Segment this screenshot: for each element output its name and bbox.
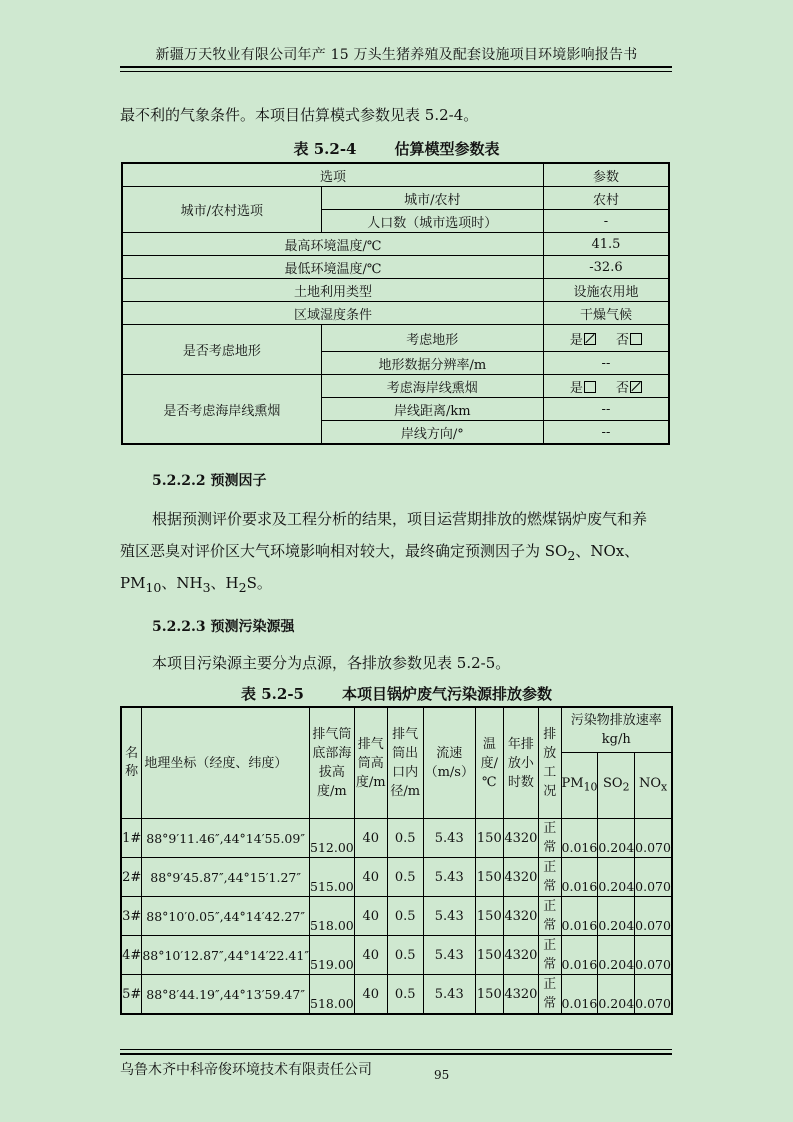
option-label: 是 — [569, 380, 583, 396]
cell-velocity: 5.43 — [423, 936, 475, 975]
cell-nox: 0.070 — [635, 975, 672, 1015]
table1-caption-number: 表 5.2-4 — [293, 140, 357, 158]
subscript: 2 — [622, 780, 630, 794]
section-heading-sources: 5.2.2.3 预测污染源强 — [152, 619, 295, 635]
header-condition: 排放工况 — [539, 707, 561, 819]
cell-hours: 4320 — [503, 975, 538, 1015]
header-stack-height: 排气筒高度/m — [354, 707, 387, 819]
cell-hours: 4320 — [503, 819, 538, 858]
header-name: 名称 — [121, 707, 142, 819]
header-stack-diameter: 排气筒出口内径/m — [387, 707, 423, 819]
cell-condition: 正常 — [539, 858, 561, 897]
cell-so2: 0.204 — [598, 975, 635, 1015]
cell-hours: 4320 — [503, 936, 538, 975]
row-value: 农村 — [543, 187, 669, 210]
cell-height: 40 — [354, 819, 387, 858]
row-value: -- — [543, 421, 669, 445]
table2-body — [121, 819, 672, 1015]
cell-hours: 4320 — [503, 897, 538, 936]
table-row — [122, 302, 669, 325]
subscript: 3 — [202, 580, 211, 595]
cell-diameter: 0.5 — [387, 819, 423, 858]
header-coords: 地理坐标（经度、纬度） — [142, 707, 310, 819]
cell-nox: 0.070 — [635, 936, 672, 975]
cell-nox: 0.070 — [635, 819, 672, 858]
option-label: 否 — [615, 332, 629, 348]
row-value: -- — [543, 398, 669, 421]
cell-elevation: 515.00 — [310, 858, 355, 897]
cell-height: 40 — [354, 975, 387, 1015]
header-velocity: 流速（m/s） — [423, 707, 475, 819]
table-row — [122, 325, 669, 352]
text-run: SO — [603, 776, 623, 792]
intro-paragraph: 最不利的气象条件。本项目估算模式参数见表 5.2-4。 — [120, 106, 479, 124]
row-value: 设施农用地 — [543, 279, 669, 302]
factors-paragraph-line1: 根据预测评价要求及工程分析的结果，项目运营期排放的燃煤锅炉废气和养 — [152, 510, 648, 528]
row-label: 城市/农村 — [321, 187, 543, 210]
cell-diameter: 0.5 — [387, 858, 423, 897]
row-label: 人口数（城市选项时） — [321, 210, 543, 233]
cell-name: 1# — [121, 819, 142, 858]
cell-diameter: 0.5 — [387, 936, 423, 975]
header-pm10 — [561, 753, 598, 819]
factors-paragraph-line3 — [120, 568, 272, 603]
subscript: 10 — [583, 780, 598, 794]
table-row — [121, 819, 672, 858]
cell-temperature: 150 — [475, 819, 503, 858]
cell-elevation: 519.00 — [310, 936, 355, 975]
header-elevation: 排气筒底部海拔高度/m — [310, 707, 355, 819]
text-run: S。 — [246, 574, 272, 592]
cell-name: 5# — [121, 975, 142, 1015]
cell-velocity: 5.43 — [423, 819, 475, 858]
subscript: 2 — [238, 580, 247, 595]
cell-pm10: 0.016 — [561, 936, 598, 975]
coast-options — [543, 375, 669, 398]
table-row — [122, 279, 669, 302]
table2-caption — [0, 683, 793, 704]
row-label: 岸线距离/km — [321, 398, 543, 421]
cell-height: 40 — [354, 897, 387, 936]
text-run: 、NH — [161, 574, 203, 592]
cell-coords: 88°9′11.46″,44°14′55.09″ — [142, 819, 310, 858]
table1-caption-title: 估算模型参数表 — [394, 140, 500, 158]
section-heading-factors: 5.2.2.2 预测因子 — [152, 473, 267, 489]
option-label: 否 — [615, 380, 629, 396]
cell-condition: 正常 — [539, 936, 561, 975]
table-header-row — [122, 163, 669, 187]
cell-coords: 88°10′12.87″,44°14′22.41″ — [142, 936, 310, 975]
row-label: 区域湿度条件 — [122, 302, 543, 325]
cell-hours: 4320 — [503, 858, 538, 897]
subscript: 2 — [567, 548, 576, 563]
text-run: NO — [639, 776, 662, 792]
group-coastline: 是否考虑海岸线熏烟 — [122, 375, 321, 445]
table2-caption-number: 表 5.2-5 — [241, 685, 304, 703]
cell-coords: 88°9′45.87″,44°15′1.27″ — [142, 858, 310, 897]
cell-pm10: 0.016 — [561, 975, 598, 1015]
cell-elevation: 512.00 — [310, 819, 355, 858]
footer-rule-thin — [120, 1049, 672, 1050]
table-row — [122, 187, 669, 210]
cell-nox: 0.070 — [635, 897, 672, 936]
row-value: 41.5 — [543, 233, 669, 256]
row-label: 地形数据分辨率/m — [321, 352, 543, 375]
factors-paragraph-line2 — [120, 536, 639, 571]
cell-so2: 0.204 — [598, 858, 635, 897]
header-nox — [635, 753, 672, 819]
checkbox-coast-no — [630, 381, 642, 393]
text-run: 殖区恶臭对评价区大气环境影响相对较大，最终确定预测因子为 SO — [120, 542, 568, 560]
table1-caption — [0, 138, 793, 159]
cell-temperature: 150 — [475, 897, 503, 936]
table-header-row — [121, 707, 672, 753]
sources-paragraph: 本项目污染源主要分为点源，各排放参数见表 5.2-5。 — [152, 654, 511, 672]
cell-velocity: 5.43 — [423, 858, 475, 897]
table-row — [121, 936, 672, 975]
group-city-rural: 城市/农村选项 — [122, 187, 321, 233]
cell-pm10: 0.016 — [561, 858, 598, 897]
table-row — [122, 256, 669, 279]
option-label: 是 — [569, 332, 583, 348]
header-option: 选项 — [122, 163, 543, 187]
header-rule-thin — [120, 71, 672, 72]
cell-condition: 正常 — [539, 897, 561, 936]
text-run: 、NOx、 — [575, 542, 640, 560]
table-row — [122, 233, 669, 256]
boiler-emission-parameters-table — [120, 706, 673, 1015]
table-row — [121, 858, 672, 897]
header-annual-hours: 年排放小时数 — [503, 707, 538, 819]
group-terrain: 是否考虑地形 — [122, 325, 321, 375]
header-so2 — [598, 753, 635, 819]
cell-temperature: 150 — [475, 975, 503, 1015]
table-row — [122, 375, 669, 398]
row-label: 考虑地形 — [321, 325, 543, 352]
header-param: 参数 — [543, 163, 669, 187]
table-row — [121, 897, 672, 936]
cell-so2: 0.204 — [598, 936, 635, 975]
cell-condition: 正常 — [539, 975, 561, 1015]
cell-coords: 88°8′44.19″,44°13′59.47″ — [142, 975, 310, 1015]
cell-pm10: 0.016 — [561, 897, 598, 936]
row-value: -32.6 — [543, 256, 669, 279]
cell-elevation: 518.00 — [310, 897, 355, 936]
checkbox-coast-yes — [584, 381, 596, 393]
cell-height: 40 — [354, 858, 387, 897]
cell-nox: 0.070 — [635, 858, 672, 897]
cell-name: 4# — [121, 936, 142, 975]
header-rule-thick — [120, 66, 672, 68]
cell-pm10: 0.016 — [561, 819, 598, 858]
cell-condition: 正常 — [539, 819, 561, 858]
checkbox-terrain-no — [630, 333, 642, 345]
row-label: 最低环境温度/℃ — [122, 256, 543, 279]
row-label: 土地利用类型 — [122, 279, 543, 302]
cell-height: 40 — [354, 936, 387, 975]
cell-name: 3# — [121, 897, 142, 936]
cell-diameter: 0.5 — [387, 975, 423, 1015]
terrain-options — [543, 325, 669, 352]
row-label: 考虑海岸线熏烟 — [321, 375, 543, 398]
subscript: x — [661, 780, 668, 794]
cell-velocity: 5.43 — [423, 975, 475, 1015]
text-run: 、H — [210, 574, 239, 592]
table-row — [121, 975, 672, 1015]
cell-coords: 88°10′0.05″,44°14′42.27″ — [142, 897, 310, 936]
header-rate-group: 污染物排放速率kg/h — [561, 707, 672, 753]
cell-temperature: 150 — [475, 858, 503, 897]
cell-velocity: 5.43 — [423, 897, 475, 936]
row-value: 干燥气候 — [543, 302, 669, 325]
row-value: -- — [543, 352, 669, 375]
header-temperature: 温度/℃ — [475, 707, 503, 819]
page-header-title: 新疆万天牧业有限公司年产 15 万头生猪养殖及配套设施项目环境影响报告书 — [155, 47, 638, 63]
checkbox-terrain-yes — [584, 333, 596, 345]
cell-so2: 0.204 — [598, 897, 635, 936]
subscript: 10 — [145, 580, 162, 595]
cell-so2: 0.204 — [598, 819, 635, 858]
row-value: - — [543, 210, 669, 233]
page-number: 95 — [434, 1068, 450, 1082]
cell-diameter: 0.5 — [387, 897, 423, 936]
footer-company: 乌鲁木齐中科帝俊环境技术有限责任公司 — [120, 1062, 372, 1078]
text-run: PM — [120, 574, 146, 592]
row-label: 岸线方向/° — [321, 421, 543, 445]
table2-caption-title: 本项目锅炉废气污染源排放参数 — [341, 685, 552, 703]
estimation-model-parameters-table — [121, 162, 670, 445]
cell-name: 2# — [121, 858, 142, 897]
cell-elevation: 518.00 — [310, 975, 355, 1015]
cell-temperature: 150 — [475, 936, 503, 975]
text-run: PM — [561, 776, 584, 792]
row-label: 最高环境温度/℃ — [122, 233, 543, 256]
footer-rule-thick — [120, 1053, 672, 1055]
